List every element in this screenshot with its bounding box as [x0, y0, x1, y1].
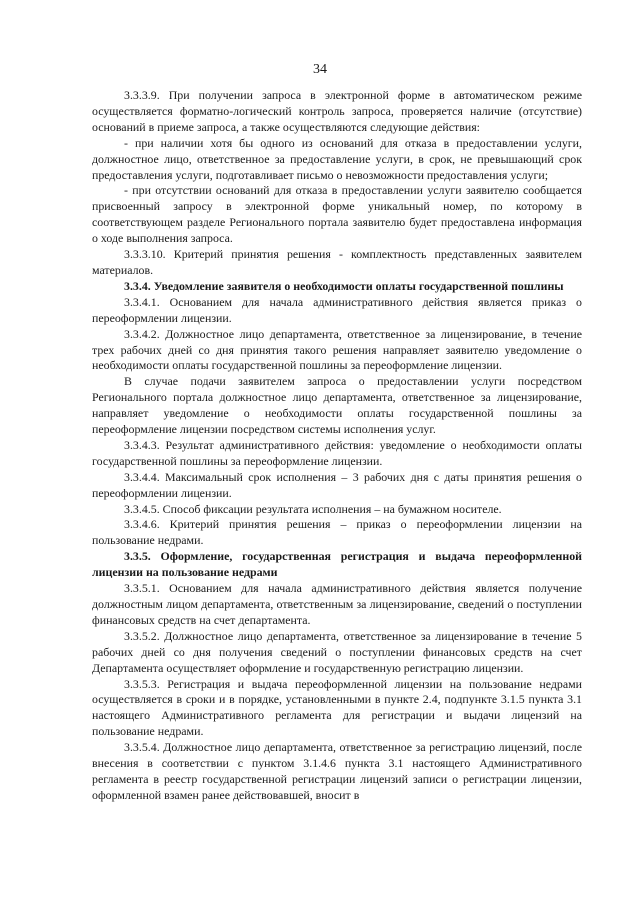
- document-body: [92, 88, 582, 804]
- paragraph: В случае подачи заявителем запроса о предоставлении услуги посредством Регионального портала должностное лицо департамента, ответственное за лицензирование, направляет уведомление о необходимости оплаты государственной пошлины за переоформление лицензии посредством системы исполнения услуг.: [92, 374, 582, 437]
- paragraph: 3.3.3.10. Критерий принятия решения - комплектность представленных заявителем материалов.: [92, 247, 582, 277]
- paragraph: 3.3.4.3. Результат административного действия: уведомление о необходимости оплаты государственной пошлины за переоформление лицензии.: [92, 437, 582, 468]
- paragraph: - при отсутствии оснований для отказа в предоставлении услуги заявителю сообщается присвоенный запросу в электронной форме уникальный номер, по которому в соответствующем разделе Регионального портала заявителю будет предоставлена информация о ходе выполнения запроса.: [92, 183, 582, 246]
- paragraph: - при наличии хотя бы одного из оснований для отказа в предоставлении услуги, должностное лицо, ответственное за предоставление услуги, в срок, не превышающий срок предоставления услуги, подготавливает письмо о невозможности предоставления услуги;: [92, 135, 582, 182]
- paragraph: 3.3.4.2. Должностное лицо департамента, ответственное за лицензирование, в течение трех рабочих дней со дня принятия такого решения направляет заявителю уведомление о необходимости оплаты государственной пошлины за переоформление лицензии.: [92, 326, 582, 373]
- paragraph: 3.3.4.6. Критерий принятия решения – приказ о переоформлении лицензии на пользование недрами.: [92, 517, 582, 548]
- paragraph: 3.3.4.5. Способ фиксации результата исполнения – на бумажном носителе.: [124, 501, 502, 516]
- paragraph: 3.3.5.4. Должностное лицо департамента, ответственное за регистрацию лицензий, после внесения в соответствии с пунктом 3.1.4.6 пункта 3.1 настоящего Административного регламента в реестр государственной регистрации лицензий записи о регистрации лицензии, оформленной взамен ранее действовавшей, вносит в: [92, 740, 582, 802]
- paragraph: 3.3.5.3. Регистрация и выдача переоформленной лицензии на пользование недрами осуществляется в сроки и в порядке, установленными в пункте 2.4, подпункте 3.1.5 пункта 3.1 настоящего Административного регламента для регистрации и выдачи лицензий на пользование недрами.: [92, 676, 582, 739]
- paragraph: 3.3.5.2. Должностное лицо департамента, ответственное за лицензирование в течение 5 рабочих дней со дня получения сведений о поступлении финансовых средств на счет Департамента осуществляет оформление и государственную регистрацию лицензии.: [92, 628, 582, 675]
- paragraph: 3.3.4.1. Основанием для начала административного действия является приказ о переоформлении лицензии.: [92, 294, 582, 325]
- section-heading: 3.3.5. Оформление, государственная регистрация и выдача переоформленной лицензии на пользование недрами: [92, 549, 582, 580]
- paragraph: 3.3.4.4. Максимальный срок исполнения – 3 рабочих дня с даты принятия решения о переоформлении лицензии.: [92, 469, 582, 500]
- paragraph: 3.3.5.1. Основанием для начала административного действия является получение должностным лицом департамента, ответственным за лицензирование, сведений о поступлении финансовых средств на счет департамента.: [92, 581, 582, 627]
- section-heading: 3.3.4. Уведомление заявителя о необходимости оплаты государственной пошлины: [124, 278, 564, 293]
- page-number: 34: [313, 62, 327, 77]
- paragraph: 3.3.3.9. При получении запроса в электронной форме в автоматическом режиме осуществляется форматно-логический контроль запроса, проверяется наличие (отсутствие) оснований в приеме запроса, а также осуществляются следующие действия:: [92, 88, 582, 134]
